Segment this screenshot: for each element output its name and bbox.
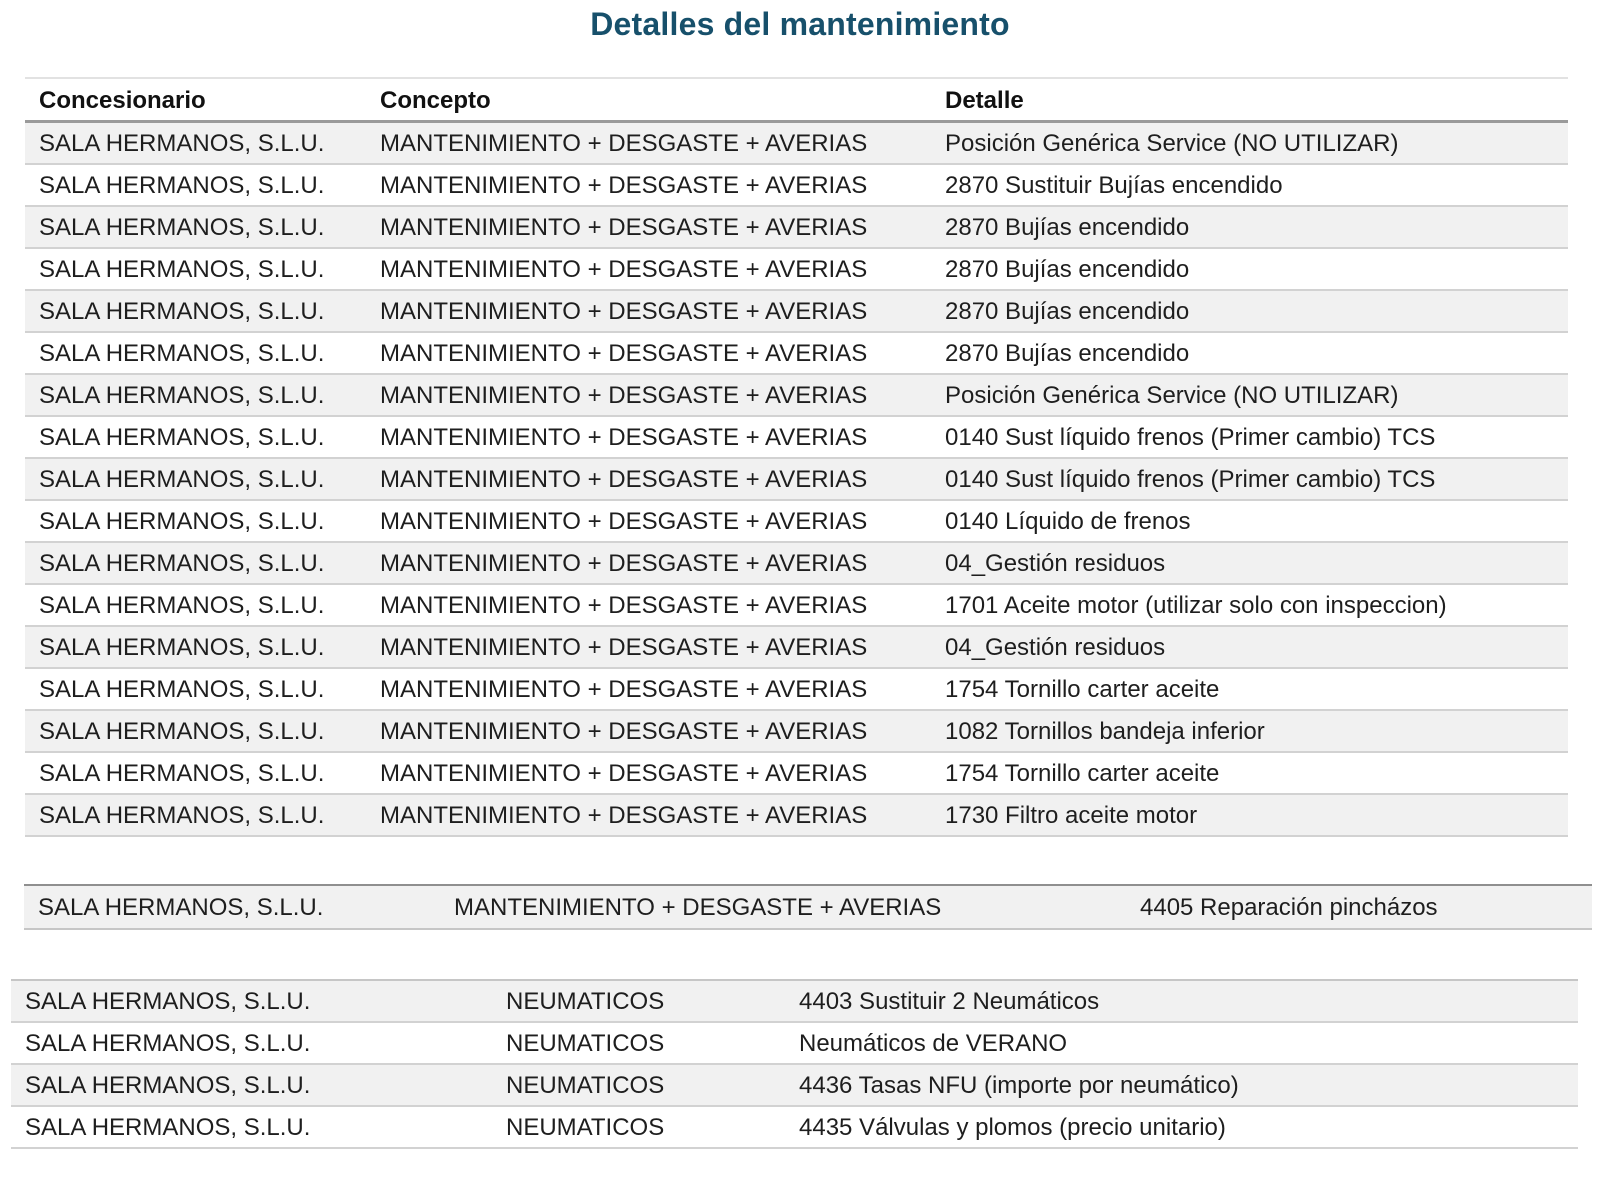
cell-concepto: MANTENIMIENTO + DESGASTE + AVERIAS (380, 172, 868, 199)
cell-detalle: 04_Gestión residuos (945, 634, 1166, 661)
table-row (24, 886, 1592, 930)
cell-detalle: 1754 Tornillo carter aceite (945, 760, 1220, 787)
cell-concesionario: SALA HERMANOS, S.L.U. (39, 676, 325, 703)
cell-concesionario: SALA HERMANOS, S.L.U. (38, 894, 324, 921)
page-title: Detalles del mantenimiento (590, 6, 1010, 42)
cell-concesionario: SALA HERMANOS, S.L.U. (39, 172, 325, 199)
repair-table-body (24, 886, 1592, 930)
cell-detalle: 2870 Sustituir Bujías encendido (945, 172, 1283, 199)
cell-detalle: 0140 Sust líquido frenos (Primer cambio) TCS (945, 466, 1436, 493)
cell-concesionario: SALA HERMANOS, S.L.U. (39, 592, 325, 619)
table-row (25, 627, 1568, 669)
cell-concepto: MANTENIMIENTO + DESGASTE + AVERIAS (380, 130, 868, 157)
cell-detalle: Neumáticos de VERANO (799, 1030, 1068, 1057)
table-row (25, 207, 1568, 249)
cell-detalle: 1730 Filtro aceite motor (945, 802, 1198, 829)
header-detalle: Detalle (945, 87, 1024, 114)
cell-concesionario: SALA HERMANOS, S.L.U. (39, 424, 325, 451)
table-row (25, 669, 1568, 711)
cell-concepto: MANTENIMIENTO + DESGASTE + AVERIAS (380, 760, 868, 787)
cell-concesionario: SALA HERMANOS, S.L.U. (39, 466, 325, 493)
cell-concepto: MANTENIMIENTO + DESGASTE + AVERIAS (380, 634, 868, 661)
table-row (25, 417, 1568, 459)
header-concepto: Concepto (380, 87, 491, 114)
cell-concepto: MANTENIMIENTO + DESGASTE + AVERIAS (380, 298, 868, 325)
cell-concesionario: SALA HERMANOS, S.L.U. (25, 988, 311, 1015)
table-row (11, 981, 1578, 1023)
table-row (25, 459, 1568, 501)
table-row (25, 795, 1568, 837)
cell-concepto: MANTENIMIENTO + DESGASTE + AVERIAS (380, 340, 868, 367)
cell-detalle: 4403 Sustituir 2 Neumáticos (799, 988, 1100, 1015)
cell-concepto: NEUMATICOS (506, 1030, 665, 1057)
table-row (25, 123, 1568, 165)
cell-detalle: Posición Genérica Service (NO UTILIZAR) (945, 382, 1399, 409)
table-row (11, 1023, 1578, 1065)
cell-detalle: 1701 Aceite motor (utilizar solo con inspeccion) (945, 592, 1447, 619)
cell-concesionario: SALA HERMANOS, S.L.U. (39, 130, 325, 157)
cell-detalle: 4435 Válvulas y plomos (precio unitario) (799, 1114, 1226, 1141)
cell-detalle: Posición Genérica Service (NO UTILIZAR) (945, 130, 1399, 157)
cell-concepto: NEUMATICOS (506, 1114, 665, 1141)
table-row (25, 165, 1568, 207)
cell-detalle: 0140 Líquido de frenos (945, 508, 1191, 535)
cell-concepto: MANTENIMIENTO + DESGASTE + AVERIAS (380, 256, 868, 283)
cell-concepto: MANTENIMIENTO + DESGASTE + AVERIAS (380, 214, 868, 241)
cell-concepto: MANTENIMIENTO + DESGASTE + AVERIAS (380, 718, 868, 745)
table-row (25, 501, 1568, 543)
table-row (25, 249, 1568, 291)
cell-concepto: MANTENIMIENTO + DESGASTE + AVERIAS (454, 894, 942, 921)
cell-concepto: MANTENIMIENTO + DESGASTE + AVERIAS (380, 424, 868, 451)
table-row (25, 375, 1568, 417)
cell-concepto: MANTENIMIENTO + DESGASTE + AVERIAS (380, 550, 868, 577)
tyres-table-body (11, 981, 1578, 1149)
cell-detalle: 2870 Bujías encendido (945, 340, 1190, 367)
cell-concepto: MANTENIMIENTO + DESGASTE + AVERIAS (380, 466, 868, 493)
cell-detalle: 2870 Bujías encendido (945, 298, 1190, 325)
cell-concesionario: SALA HERMANOS, S.L.U. (25, 1072, 311, 1099)
maintenance-table-body (25, 123, 1568, 837)
cell-concesionario: SALA HERMANOS, S.L.U. (39, 382, 325, 409)
cell-concesionario: SALA HERMANOS, S.L.U. (39, 298, 325, 325)
cell-concesionario: SALA HERMANOS, S.L.U. (39, 718, 325, 745)
table-row (11, 1107, 1578, 1149)
cell-detalle: 1082 Tornillos bandeja inferior (945, 718, 1265, 745)
cell-detalle: 04_Gestión residuos (945, 550, 1166, 577)
cell-detalle: 4405 Reparación pincházos (1140, 894, 1438, 921)
table-row (25, 333, 1568, 375)
table-row (25, 753, 1568, 795)
tyres-table (11, 979, 1578, 1149)
cell-concesionario: SALA HERMANOS, S.L.U. (39, 802, 325, 829)
cell-concepto: MANTENIMIENTO + DESGASTE + AVERIAS (380, 802, 868, 829)
cell-concepto: MANTENIMIENTO + DESGASTE + AVERIAS (380, 676, 868, 703)
cell-concesionario: SALA HERMANOS, S.L.U. (25, 1114, 311, 1141)
table-header (25, 79, 1568, 123)
cell-concesionario: SALA HERMANOS, S.L.U. (39, 550, 325, 577)
cell-detalle: 2870 Bujías encendido (945, 256, 1190, 283)
header-concesionario: Concesionario (39, 87, 206, 114)
cell-concesionario: SALA HERMANOS, S.L.U. (39, 760, 325, 787)
cell-concepto: MANTENIMIENTO + DESGASTE + AVERIAS (380, 592, 868, 619)
cell-detalle: 2870 Bujías encendido (945, 214, 1190, 241)
cell-concesionario: SALA HERMANOS, S.L.U. (39, 634, 325, 661)
maintenance-table (25, 77, 1568, 837)
cell-concesionario: SALA HERMANOS, S.L.U. (39, 214, 325, 241)
cell-concesionario: SALA HERMANOS, S.L.U. (39, 340, 325, 367)
cell-concesionario: SALA HERMANOS, S.L.U. (25, 1030, 311, 1057)
cell-concepto: NEUMATICOS (506, 988, 665, 1015)
cell-detalle: 1754 Tornillo carter aceite (945, 676, 1220, 703)
cell-concepto: NEUMATICOS (506, 1072, 665, 1099)
cell-concepto: MANTENIMIENTO + DESGASTE + AVERIAS (380, 508, 868, 535)
table-row (25, 291, 1568, 333)
cell-detalle: 0140 Sust líquido frenos (Primer cambio) TCS (945, 424, 1436, 451)
repair-table (24, 884, 1592, 930)
table-row (25, 543, 1568, 585)
cell-detalle: 4436 Tasas NFU (importe por neumático) (799, 1072, 1239, 1099)
table-row (25, 585, 1568, 627)
cell-concesionario: SALA HERMANOS, S.L.U. (39, 256, 325, 283)
cell-concesionario: SALA HERMANOS, S.L.U. (39, 508, 325, 535)
cell-concepto: MANTENIMIENTO + DESGASTE + AVERIAS (380, 382, 868, 409)
table-row (25, 711, 1568, 753)
table-row (11, 1065, 1578, 1107)
